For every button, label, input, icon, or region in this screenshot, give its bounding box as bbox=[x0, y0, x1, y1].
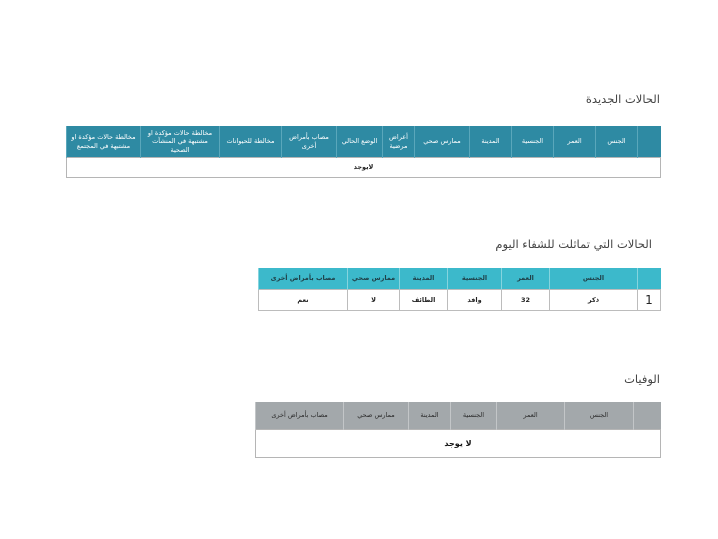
header-cell: مصاب بأمراض أخرى bbox=[282, 126, 337, 158]
header-cell: العمر bbox=[554, 126, 596, 158]
header-cell: الوضع الحالي bbox=[337, 126, 383, 158]
deaths-table bbox=[255, 402, 661, 458]
header-cell: مخالطة حالات مؤكدة او مشتبهة في المنشآت الصحية bbox=[141, 126, 220, 158]
table-header-row bbox=[67, 126, 661, 158]
recovered-today-title: الحالات التي تماثلت للشفاء اليوم bbox=[495, 237, 652, 251]
header-cell: مصاب بأمراض أخرى bbox=[259, 268, 348, 290]
header-cell: الجنسية bbox=[451, 402, 497, 430]
header-cell: المدينة bbox=[409, 402, 451, 430]
table-header-row bbox=[259, 268, 661, 290]
table-row bbox=[67, 158, 661, 178]
city-cell: الطائف bbox=[400, 290, 448, 311]
header-cell: مصاب بأمراض أخرى bbox=[256, 402, 344, 430]
header-cell: مخالطة للحيوانات bbox=[220, 126, 282, 158]
header-cell: الجنسية bbox=[448, 268, 502, 290]
age-cell: 32 bbox=[502, 290, 550, 311]
nationality-cell: وافد bbox=[448, 290, 502, 311]
header-cell: ممارس صحي bbox=[348, 268, 400, 290]
table-row bbox=[259, 290, 661, 311]
header-cell: ممارس صحي bbox=[415, 126, 470, 158]
new-cases-title: الحالات الجديدة bbox=[585, 92, 660, 106]
table-header-row bbox=[256, 402, 661, 430]
other-diseases-cell: نعم bbox=[259, 290, 348, 311]
header-cell: العمر bbox=[497, 402, 565, 430]
empty-row-cell: لا يوجد bbox=[256, 430, 661, 458]
table-row bbox=[256, 430, 661, 458]
header-cell bbox=[634, 402, 661, 430]
empty-row-cell: لايوجد bbox=[67, 158, 661, 178]
header-cell: ممارس صحي bbox=[344, 402, 409, 430]
header-cell bbox=[638, 268, 661, 290]
header-cell: أعراض مرضية bbox=[383, 126, 415, 158]
header-cell bbox=[638, 126, 661, 158]
health-worker-cell: لا bbox=[348, 290, 400, 311]
header-cell: العمر bbox=[502, 268, 550, 290]
header-cell: المدينة bbox=[470, 126, 512, 158]
header-cell: مخالطة حالات مؤكدة او مشتبهة في المجتمع bbox=[67, 126, 141, 158]
header-cell: الجنس bbox=[565, 402, 634, 430]
gender-cell: ذكر bbox=[550, 290, 638, 311]
header-cell: الجنسية bbox=[512, 126, 554, 158]
new-cases-table bbox=[66, 126, 661, 178]
deaths-title: الوفيات bbox=[624, 372, 660, 386]
header-cell: الجنس bbox=[550, 268, 638, 290]
recovered-today-table bbox=[258, 268, 661, 311]
header-cell: الجنس bbox=[596, 126, 638, 158]
row-index: 1 bbox=[638, 290, 661, 311]
header-cell: المدينة bbox=[400, 268, 448, 290]
